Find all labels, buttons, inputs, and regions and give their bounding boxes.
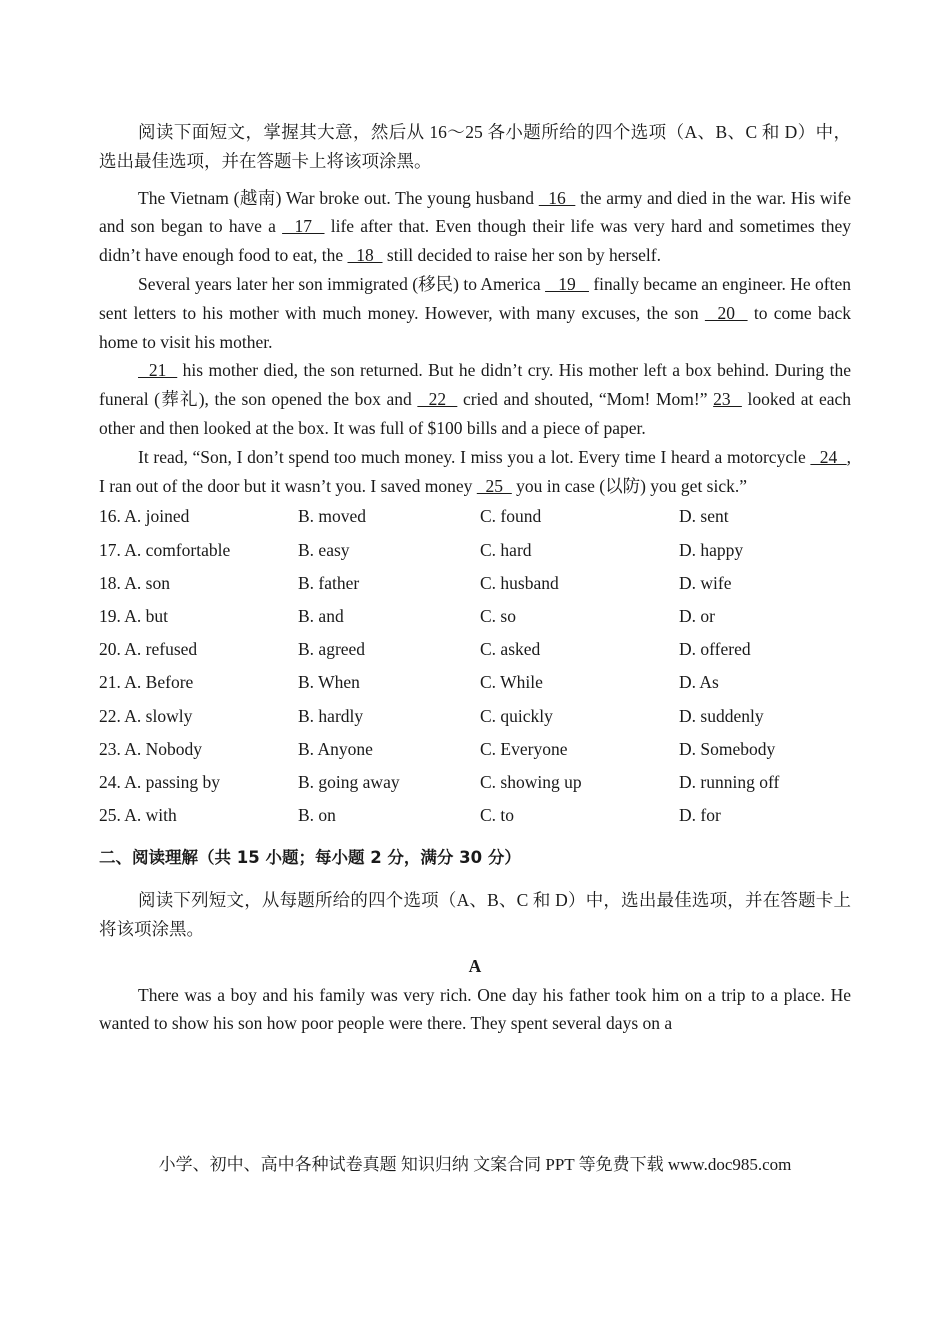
- option-a: 16. A. joined: [99, 506, 190, 527]
- option-c: C. husband: [480, 572, 559, 593]
- text: looked at each other and then looked at the box. It was full of $100 bills and a piece of paper.: [99, 389, 852, 438]
- option-d: D. suddenly: [679, 705, 764, 726]
- option-c: C. While: [480, 672, 543, 693]
- question-row: [99, 500, 851, 533]
- option-b: B. father: [298, 572, 360, 593]
- option-d: D. Somebody: [679, 738, 776, 759]
- blank-21: 21: [138, 360, 178, 381]
- cloze-paragraph-1: [99, 184, 851, 270]
- option-b: B. Anyone: [298, 738, 373, 759]
- cloze-paragraph-4: [99, 443, 851, 501]
- option-c: C. hard: [480, 539, 532, 560]
- instructions-cloze: 阅读下面短文，掌握其大意，然后从 16～25 各小题所给的四个选项（A、B、C 和 D）中，选出最佳选项，并在答题卡上将该项涂黑。: [99, 122, 851, 171]
- option-a: 19. A. but: [99, 606, 169, 627]
- text: life after that. Even though their life was very hard and sometimes they didn’t have enough food to eat, the: [99, 216, 851, 266]
- question-row: [99, 666, 851, 699]
- text: It read, “Son, I don’t spend too much money. I miss you a lot. Every time I heard a motorcycle: [138, 446, 811, 467]
- option-c: C. to: [480, 805, 515, 826]
- text: still decided to raise her son by herself.: [382, 245, 661, 266]
- page-footer: 小学、初中、高中各种试卷真题 知识归纳 文案合同 PPT 等免费下载 www.doc985.com: [158, 1155, 792, 1174]
- option-b: B. agreed: [298, 639, 366, 660]
- blank-17: 17: [282, 216, 325, 237]
- options-list: [99, 500, 851, 832]
- option-d: D. happy: [679, 539, 744, 560]
- question-row: [99, 534, 851, 567]
- blank-19: 19: [545, 273, 589, 294]
- cloze-paragraph-2: [99, 270, 851, 356]
- instructions-reading: 阅读下列短文，从每题所给的四个选项（A、B、C 和 D）中，选出最佳选项，并在答题卡上将该项涂黑。: [99, 890, 851, 940]
- option-a: 24. A. passing by: [99, 771, 221, 792]
- text: to come back home to visit his mother.: [99, 302, 852, 352]
- blank-18: 18: [347, 245, 383, 266]
- text: cried and shouted, “Mom! Mom!”: [457, 389, 714, 410]
- option-a: 20. A. refused: [99, 639, 198, 660]
- option-b: B. moved: [298, 506, 367, 527]
- option-b: B. going away: [298, 771, 400, 792]
- blank-25: 25: [476, 475, 512, 496]
- option-c: C. asked: [480, 639, 541, 660]
- option-a: 25. A. with: [99, 805, 177, 826]
- option-c: C. found: [480, 506, 542, 527]
- option-b: B. on: [298, 805, 336, 826]
- section-title: 二、阅读理解（共 15 小题；每小题 2 分，满分 30 分）: [99, 848, 521, 868]
- option-d: D. offered: [679, 639, 751, 660]
- blank-22: 22: [417, 389, 458, 410]
- option-c: C. quickly: [480, 705, 553, 726]
- question-row: [99, 600, 851, 633]
- question-row: [99, 633, 851, 666]
- blank-23: 23: [713, 389, 742, 410]
- blank-24: 24: [810, 446, 847, 467]
- option-a: 21. A. Before: [99, 672, 194, 693]
- question-row: [99, 766, 851, 799]
- option-a: 18. A. son: [99, 572, 170, 593]
- option-d: D. sent: [679, 506, 729, 527]
- passage-a-text: There was a boy and his family was very rich. One day his father took him on a trip to a place. He wanted to show his son how poor people were there. They spent several days on a: [99, 984, 851, 1034]
- option-d: D. As: [679, 672, 719, 693]
- exam-page: [99, 118, 851, 1038]
- text: his mother died, the son returned. But he didn’t cry. His mother left a box behind. During the funeral (葬礼), the son opened the box and: [99, 360, 851, 410]
- text: you in case (以防) you get sick.”: [511, 475, 748, 496]
- option-b: B. When: [298, 672, 360, 693]
- question-row: [99, 567, 851, 600]
- option-b: B. easy: [298, 539, 350, 560]
- text: The Vietnam (越南) War broke out. The young husband: [138, 187, 539, 208]
- blank-16: 16: [538, 187, 576, 208]
- option-d: D. or: [679, 606, 715, 627]
- option-d: D. wife: [679, 572, 732, 593]
- option-a: 17. A. comfortable: [99, 539, 231, 560]
- option-a: 23. A. Nobody: [99, 738, 203, 759]
- option-d: D. for: [679, 805, 721, 826]
- blank-20: 20: [704, 302, 748, 323]
- option-b: B. hardly: [298, 705, 364, 726]
- text: , I ran out of the door but it wasn’t you. I saved money: [99, 446, 852, 496]
- option-c: C. so: [480, 606, 516, 627]
- cloze-paragraph-3: [99, 356, 851, 442]
- option-c: C. showing up: [480, 771, 582, 792]
- text: the army and died in the war. His wife and son began to have a: [99, 187, 851, 237]
- passage-label: A: [468, 955, 482, 976]
- question-row: [99, 799, 851, 832]
- option-c: C. Everyone: [480, 738, 568, 759]
- option-b: B. and: [298, 606, 344, 627]
- text: finally became an engineer. He often sent letters to his mother with much money. However, with many excuses, the son: [99, 273, 851, 323]
- text: Several years later her son immigrated (移民) to America: [138, 273, 546, 294]
- option-a: 22. A. slowly: [99, 705, 193, 726]
- question-row: [99, 733, 851, 766]
- option-d: D. running off: [679, 771, 780, 792]
- question-row: [99, 699, 851, 732]
